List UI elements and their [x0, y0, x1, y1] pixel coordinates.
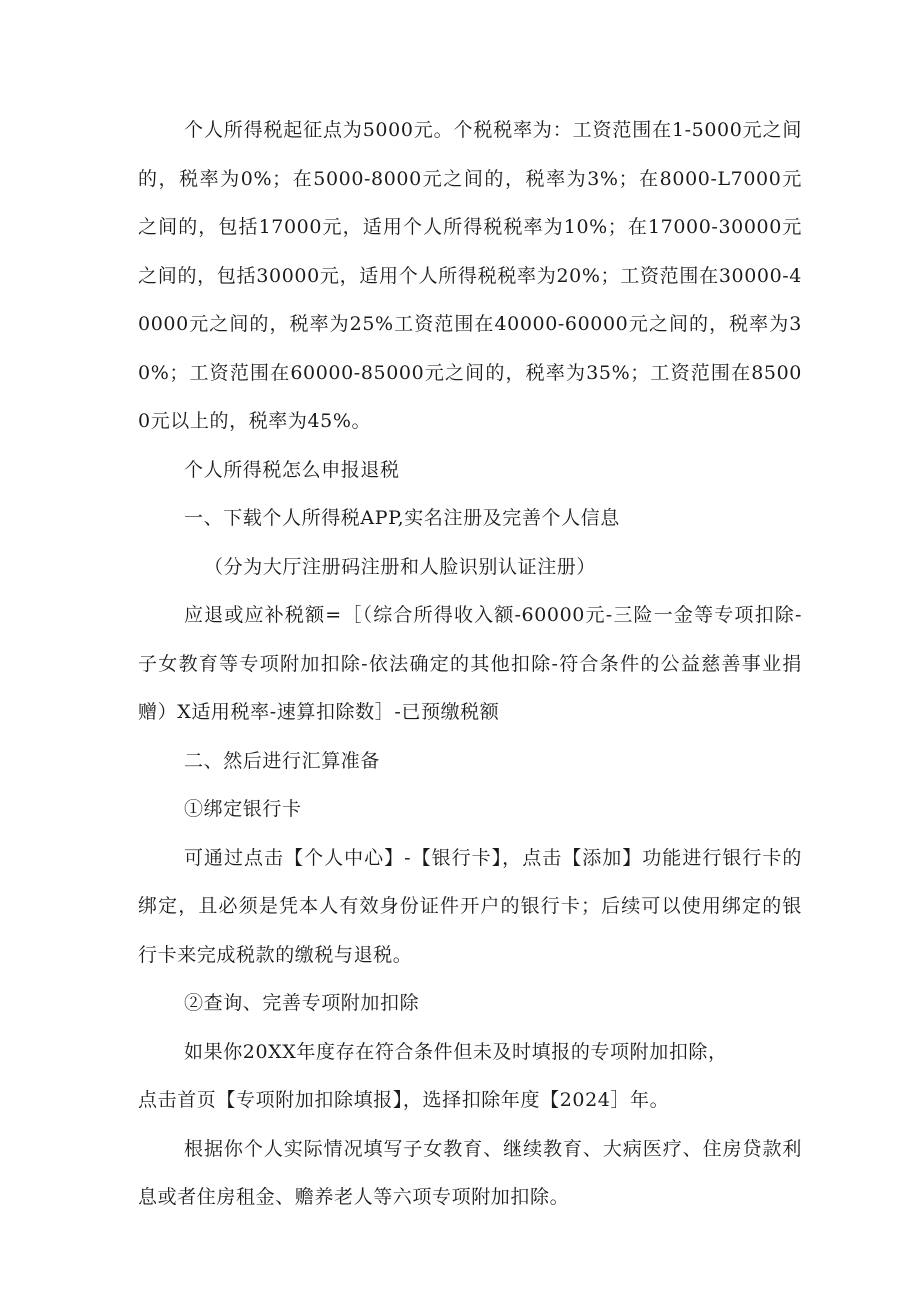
- deduction-items-paragraph: 根据你个人实际情况填写子女教育、继续教育、大病医疗、住房贷款利息或者住房租金、赡养老人等六项专项附加扣除。: [138, 1137, 802, 1208]
- bind-card-paragraph: 可通过点击【个人中心】-【银行卡】，点击【添加】功能进行银行卡的绑定，且必须是凭本人有效身份证件开户的银行卡；后续可以使用绑定的银行卡来完成税款的缴税与退税。: [138, 846, 802, 966]
- deduction-heading: ②查询、完善专项附加扣除: [184, 992, 420, 1014]
- registration-note: （分为大厅注册码注册和人脸识别认证注册）: [204, 555, 597, 578]
- deduction-condition-line: 如果你20XX年度存在符合条件但未及时填报的专项附加扣除，: [184, 1040, 728, 1063]
- step-two-heading: 二、然后进行汇算准备: [184, 749, 381, 772]
- tax-formula-paragraph: 应退或应补税额=［（综合所得收入额-60000元-三险一金等专项扣除-子女教育等专项附加扣除-依法确定的其他扣除-符合条件的公益慈善事业捐赠）X适用税率-速算扣除数］-已预缴税额: [138, 604, 802, 723]
- step-one-heading: 一、下载个人所得税APP,实名注册及完善个人信息: [184, 507, 620, 529]
- tax-rate-paragraph: 个人所得税起征点为5000元。个税税率为：工资范围在1-5000元之间的，税率为0%；在5000-8000元之间的，税率为3%；在8000-L7000元之间的，包括17000元，适用个人所得税税率为10%；在17000-30000元之间的，包括30000元，适用个人所得税税率为20%；工资范围在30000-40000元之间的，税率为25%工资范围在40000-60000元之间的，税率为30%；工资范围在60000-85000元之间的，税率为35%；工资范围在85000元以上的，税率为45%。: [138, 119, 802, 432]
- document-body: [138, 106, 802, 1222]
- bind-card-heading: ①绑定银行卡: [184, 798, 302, 820]
- deduction-instruction-line: 点击首页【专项附加扣除填报】，选择扣除年度【2024］年。: [138, 1089, 670, 1111]
- refund-heading: 个人所得税怎么申报退税: [184, 458, 400, 481]
